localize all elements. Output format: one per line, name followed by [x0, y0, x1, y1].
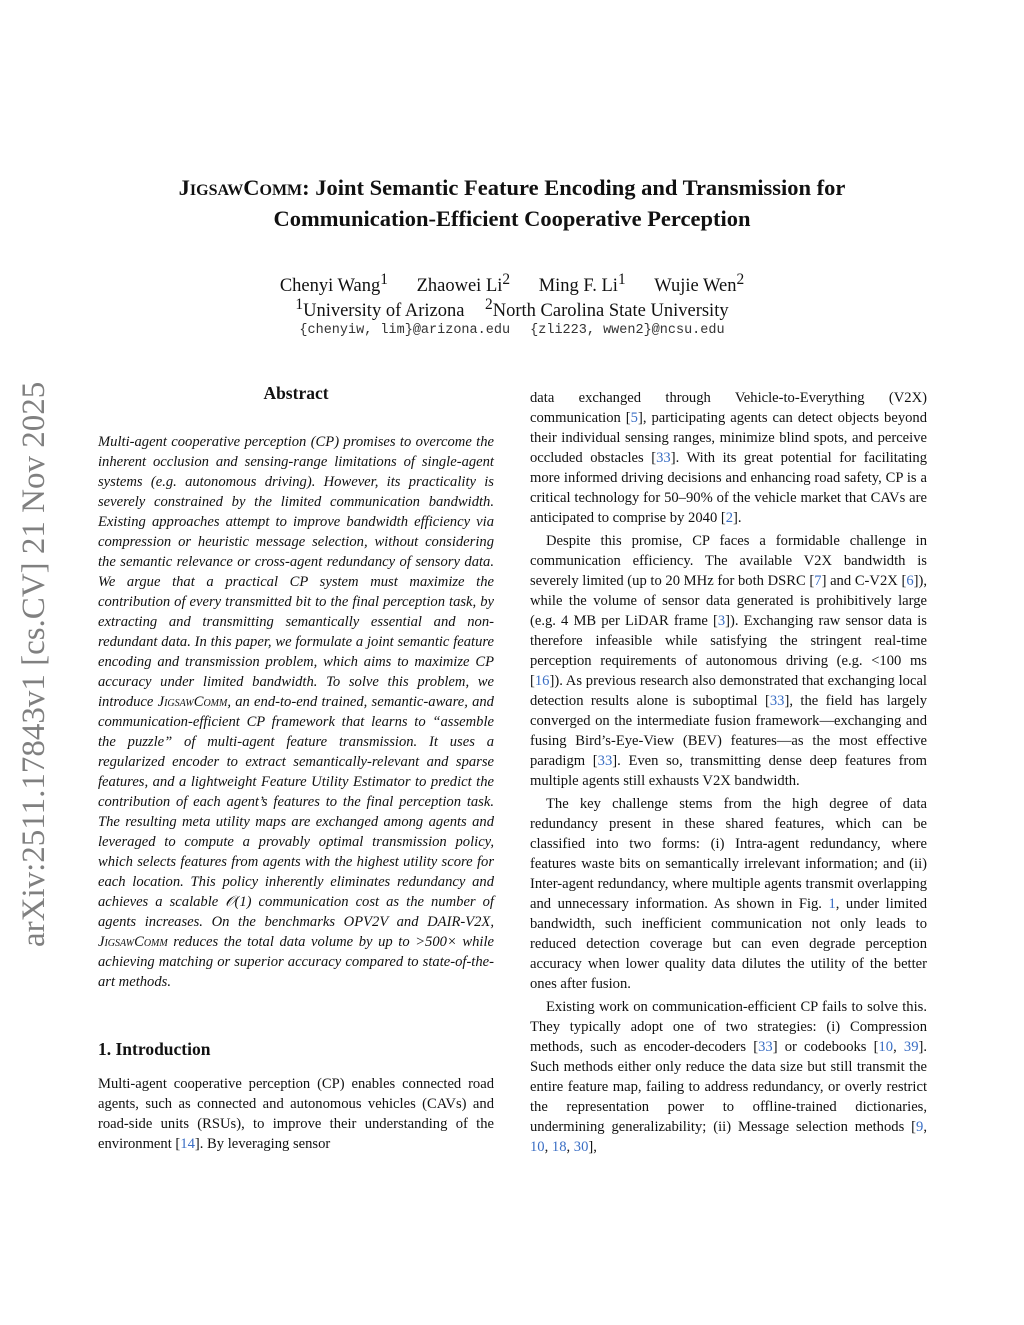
arxiv-identifier-stamp: arXiv:2511.17843v1 [cs.CV] 21 Nov 2025	[16, 381, 52, 947]
intro-paragraph: Multi-agent cooperative perception (CP) enables connected road agents, such as connected and autonomous vehicles (CAVs) and road-side units (RSUs), to improve their understanding of the environment [14]. By leveraging sensor	[98, 1076, 494, 1152]
paper-title	[110, 172, 914, 234]
method-name-inline: JigsawComm	[98, 934, 168, 950]
citation-link[interactable]: 10	[878, 1039, 894, 1055]
body-paragraph: Existing work on communication-efficient CP fails to solve this. They typically adopt one of two strategies: (i) Compression methods, such as encoder-decoders [33] or codebooks [10, 39]. Such methods either only reduce the data size but still transmit the entire feature map, failing to address redundancy, or overly restrict the representation power to offline-trained dictionaries, undermining generalizability; (ii) Message selection methods [9, 10, 18, 30],	[530, 999, 928, 1155]
citation-link[interactable]: 7	[814, 573, 822, 589]
citation-link[interactable]: 14	[180, 1136, 195, 1152]
email-group: {zli223, wwen2}@ncsu.edu	[530, 323, 725, 338]
citation-link[interactable]: 6	[906, 573, 914, 589]
citation-link[interactable]: 18	[551, 1139, 567, 1155]
citation-link[interactable]: 16	[534, 673, 550, 689]
citation-link[interactable]: 9	[916, 1119, 924, 1135]
citation-link[interactable]: 33	[656, 450, 671, 466]
citation-link[interactable]: 39	[903, 1039, 919, 1055]
body-paragraph: Despite this promise, CP faces a formidable challenge in communication efficiency. The available V2X bandwidth is severely limited (up to 20 MHz for both DSRC [7] and C-V2X [6]), while the volume of sensor data generated is prohibitively large (e.g. 4 MB per LiDAR frame [3]). Exchanging raw sensor data is therefore infeasible while satisfying the stringent real-time perception requirements of autonomous driving (e.g. <100 ms [16]). As previous research also demonstrated that exchanging local detection results alone is suboptimal [33], the field has largely converged on the intermediate fusion framework—exchanging and fusing Bird’s-Eye-View (BEV) features—as the most effective paradigm [33]. Even so, transmitting dense deep features from multiple agents still exhausts V2X bandwidth.	[530, 533, 928, 789]
method-name: JigsawComm	[178, 175, 303, 200]
body-paragraph: data exchanged through Vehicle-to-Everything (V2X) communication [5], participating agents can detect objects beyond their individual sensing ranges, minimize blind spots, and perceive occluded obstacles [33]. With its great potential for facilitating more informed driving decisions and enhancing road safety, CP is a critical technology for 50–90% of the vehicle market that CAVs are anticipated to comprise by 2040 [2].	[530, 390, 928, 526]
method-name-inline: JigsawComm	[157, 694, 228, 710]
affiliation: $^2$North Carolina State University	[485, 296, 729, 322]
section-heading-introduction: 1. Introduction	[98, 1039, 211, 1059]
citation-link[interactable]: 33	[758, 1039, 773, 1055]
citation-link[interactable]: 2	[725, 510, 734, 526]
left-column	[98, 382, 494, 1154]
citation-link[interactable]: 33	[769, 693, 785, 709]
author-emails	[110, 320, 914, 342]
author: Ming F. Li$^1$	[538, 271, 626, 297]
author: Chenyi Wang$^1$	[279, 271, 388, 297]
title-line-1	[110, 172, 914, 203]
body-paragraph: The key challenge stems from the high degree of data redundancy present in these shared features, which can be classified into two forms: (i) Intra-agent redundancy, where features waste bits on semantically irrelevant information; and (ii) Inter-agent redundancy, where multiple agents transmit overlapping and unnecessary information. As shown in Fig. 1, under limited bandwidth, such inefficient communication not only leads to reduced detection coverage but can even degrade perception accuracy when lower quality data dilutes the utility of the better ones after fusion.	[530, 796, 927, 992]
citation-link[interactable]: 30	[573, 1139, 589, 1155]
author: Wujie Wen$^2$	[654, 271, 745, 297]
abstract-text: Multi-agent cooperative perception (CP) promises to overcome the inherent occlusion and sensing-range limitations of single-agent systems (e.g. autonomous driving). However, its practicality is severely constrained by the limited communication bandwidth. Existing approaches attempt to improve bandwidth efficiency via compression or heuristic message selection, without considering the semantic relevance or cross-agent redundancy of sensory data. We argue that a practical CP system must maximize the contribution of every transmitted bit to the final perception task, by extracting and transmitting semantically essential and non-redundant data. In this paper, we formulate a joint semantic feature encoding and transmission problem, which aims to maximize CP accuracy under limited bandwidth. To solve this problem, we introduce JigsawComm, an end-to-end trained, semantic-aware, and communication-efficient CP framework that learns to “assemble the puzzle” of multi-agent feature transmission. It uses a regularized encoder to extract semantically-relevant and sparse features, and a lightweight Feature Utility Estimator to predict the contribution of each agent’s features to the final perception task. The resulting meta utility maps are exchanged among agents and leveraged to compute a provably optimal transmission policy, which selects features from agents with the highest utility score for each location. This policy inherently eliminates redundancy and achieves a scalable 𝒪(1) communication cost as the number of agents increases. On the benchmarks OPV2V and DAIR-V2X, JigsawComm reduces the total data volume by up to >500× while achieving matching or superior accuracy compared to state-of-the-art methods.	[98, 434, 494, 990]
affiliation: $^1$University of Arizona	[295, 296, 465, 322]
affiliation-list	[110, 293, 914, 323]
email-group: {chenyiw, lim}@arizona.edu	[299, 323, 511, 338]
title-line-1-text: : Joint Semantic Feature Encoding and Transmission for	[302, 175, 846, 200]
title-line-2: Communication-Efficient Cooperative Perception	[273, 206, 751, 231]
citation-link[interactable]: 5	[630, 410, 638, 426]
abstract-heading: Abstract	[263, 383, 329, 403]
right-column	[530, 388, 927, 1157]
citation-link[interactable]: 33	[597, 753, 613, 769]
citation-link[interactable]: 3	[717, 613, 726, 629]
figure-link[interactable]: 1	[828, 896, 836, 912]
author: Zhaowei Li$^2$	[416, 271, 511, 297]
citation-link[interactable]: 10	[530, 1139, 545, 1155]
